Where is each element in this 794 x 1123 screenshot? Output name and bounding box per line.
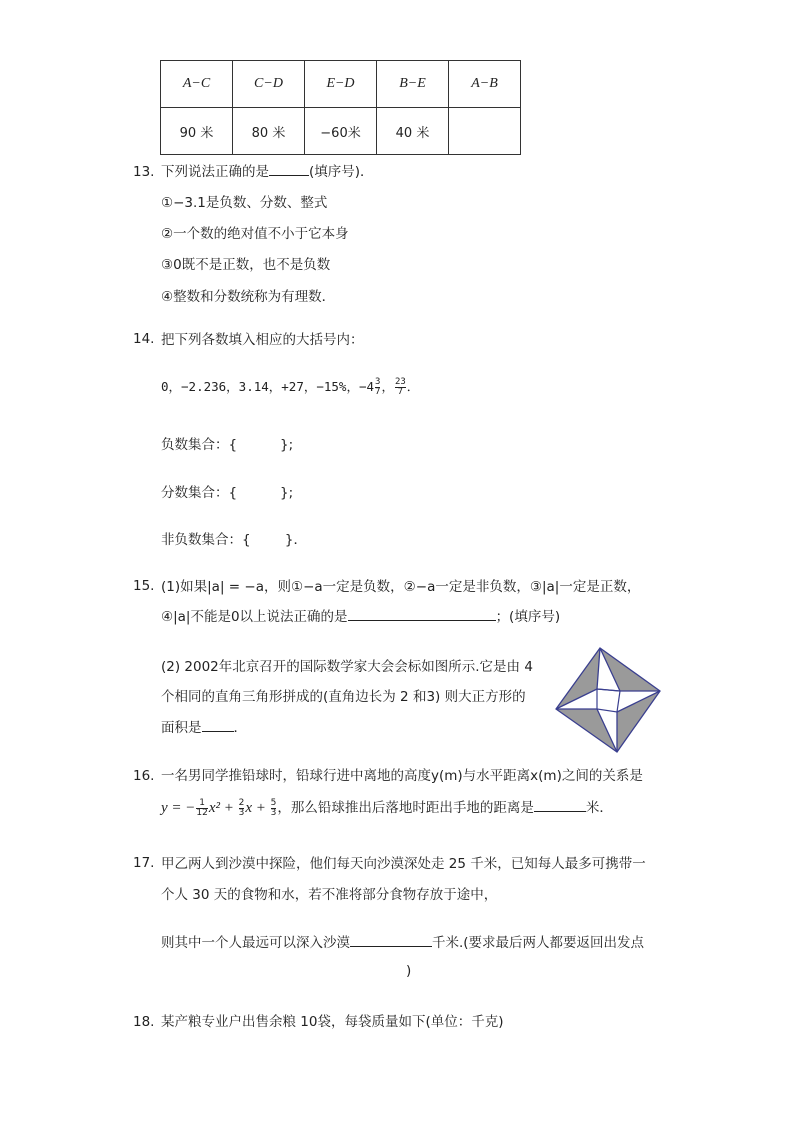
right-triangle	[600, 648, 660, 691]
q17-line4: )	[406, 963, 412, 979]
table-cell: 80 米	[233, 108, 305, 155]
option-4: ④整数和分数统称为有理数．	[161, 289, 336, 305]
question-13-stem	[161, 160, 374, 180]
negative-set: 负数集合：{ };	[161, 437, 294, 453]
separator: ，	[381, 379, 394, 394]
stem-tail: (填序号)．	[309, 164, 374, 180]
q16-equation-line	[161, 796, 613, 818]
question-14-stem: 把下列各数填入相应的大括号内：	[161, 332, 364, 348]
numerator: 2	[238, 797, 245, 808]
text: ；(填序号)	[495, 609, 561, 625]
answer-blank	[348, 619, 496, 621]
answer-blank	[269, 174, 309, 176]
table-header: C−D	[233, 61, 305, 108]
question-number: 17.	[133, 855, 155, 871]
question-text: ，那么铅球推出后落地时距出手地的距离是	[277, 800, 534, 816]
number-list	[161, 377, 419, 397]
question-number: 14.	[133, 331, 155, 347]
question-number: 16.	[133, 768, 155, 784]
table-cell: −60米	[305, 108, 377, 155]
text: 千米.(要求最后两人都要返回出发点	[432, 935, 645, 951]
option-3: ③0既不是正数，也不是负数	[161, 257, 331, 273]
question-number: 15.	[133, 578, 155, 594]
table-cell: 90 米	[161, 108, 233, 155]
text: ④|a|不能是0以上说法正确的是	[161, 609, 348, 625]
fraction-set: 分数集合：{ };	[161, 485, 294, 501]
table-header: B−E	[377, 61, 449, 108]
numerator: 1	[199, 797, 205, 808]
text: 面积是	[161, 720, 202, 736]
numerator: 23	[394, 377, 406, 387]
option-1: ①−3.1是负数、分数、整式	[161, 195, 328, 211]
table-cell	[449, 108, 521, 155]
q15-part2-line3	[161, 716, 247, 736]
equation-text: x² +	[208, 800, 238, 816]
denominator: 7	[375, 387, 381, 397]
fraction	[375, 378, 380, 397]
table-header: A−C	[161, 61, 233, 108]
inner-square	[597, 689, 620, 712]
numerator: 3	[375, 377, 381, 387]
q16-line1: 一名男同学推铅球时，铅球行进中离地的高度y(m)与水平距离x(m)之间的关系是	[161, 768, 643, 784]
right-triangle	[617, 691, 660, 752]
right-triangle	[556, 709, 617, 752]
q15-part1-line1: (1)如果|a| = −a，则①−a一定是负数，②−a一定是非负数，③|a|一定是正数，	[161, 579, 641, 595]
question-number: 13.	[133, 164, 155, 180]
answer-blank	[350, 945, 432, 947]
fraction	[395, 378, 406, 397]
non-negative-set: 非负数集合：{ }．	[161, 532, 308, 548]
numbers-text: 0，−2.236，3.14，+27，−15%，−4	[161, 379, 375, 394]
table-cell: 40 米	[377, 108, 449, 155]
distance-table	[160, 60, 521, 155]
fraction	[239, 799, 245, 818]
q17-line1: 甲乙两人到沙漠中探险，他们每天向沙漠深处走 25 千米，已知每人最多可携带一	[161, 856, 646, 872]
q18-line1: 某产粮专业户出售余粮 10袋，每袋质量如下(单位：千克)	[161, 1014, 504, 1030]
text: ．	[233, 720, 247, 736]
stem-text: 下列说法正确的是	[161, 164, 269, 180]
denominator: 7	[395, 387, 406, 397]
answer-blank	[534, 810, 586, 812]
fraction	[271, 799, 277, 818]
pinwheel-square-figure	[555, 647, 661, 753]
table-header: A−B	[449, 61, 521, 108]
denominator: 12	[196, 807, 208, 818]
q17-line3	[161, 931, 644, 951]
denominator: 3	[270, 807, 277, 818]
q15-part2-line2: 个相同的直角三角形拼成的(直角边长为 2 和3) 则大正方形的	[161, 689, 526, 705]
q17-line2: 个人 30 天的食物和水，若不准将部分食物存放于途中，	[161, 887, 498, 903]
unit-text: 米．	[585, 800, 613, 816]
right-triangle	[556, 648, 600, 709]
table-header: E−D	[305, 61, 377, 108]
equation-text: y = −	[161, 800, 196, 816]
question-number: 18.	[133, 1014, 155, 1030]
q15-part2-line1: (2) 2002年北京召开的国际数学家大会会标如图所示.它是由 4	[161, 659, 533, 675]
text: 则其中一个人最远可以深入沙漠	[161, 935, 350, 951]
fraction	[196, 799, 207, 818]
answer-blank	[202, 730, 234, 732]
option-2: ②一个数的绝对值不小于它本身	[161, 226, 349, 242]
denominator: 3	[238, 807, 245, 818]
numerator: 5	[270, 797, 277, 808]
numbers-end: ．	[406, 379, 420, 394]
q15-part1-line2	[161, 605, 560, 625]
equation-text: x +	[245, 800, 270, 816]
